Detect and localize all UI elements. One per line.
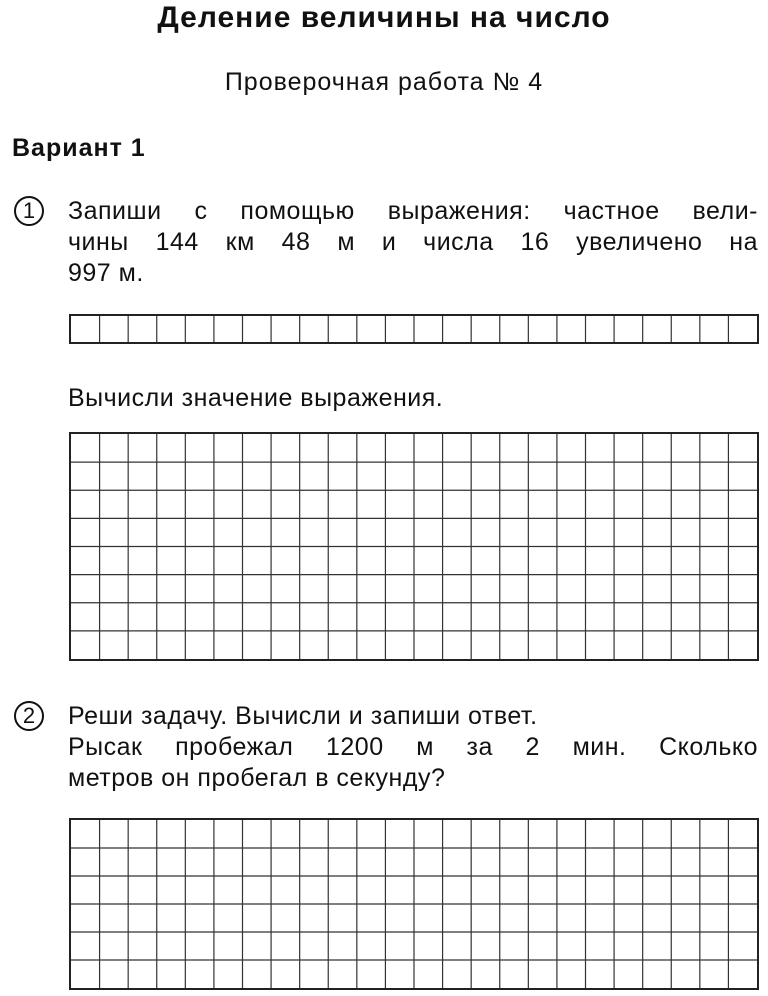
task-1-line-3: 997 м. <box>68 259 144 287</box>
task-2-text <box>68 701 758 794</box>
page-subtitle: Проверочная работа № 4 <box>224 68 544 96</box>
task-1-prompt: Вычисли значение выражения. <box>68 384 444 412</box>
task-2-number: 2 <box>14 701 44 731</box>
calculation-grid-1[interactable] <box>69 432 759 661</box>
task-2-line-3: метров он пробегал в секунду? <box>68 764 446 792</box>
variant-label: Вариант 1 <box>12 134 146 162</box>
task-1-text <box>68 196 758 289</box>
task-1-number: 1 <box>14 196 44 226</box>
task-2-line-2: Рысак пробежал 1200 м за 2 мин. Сколько <box>68 733 758 761</box>
solution-grid-2[interactable] <box>69 818 759 990</box>
expression-answer-cells[interactable] <box>69 314 759 344</box>
page-title: Деление величины на число <box>157 1 611 34</box>
task-2-line-1: Реши задачу. Вычисли и запиши ответ. <box>68 702 538 730</box>
task-1-line-1: Запиши с помощью выражения: частное вели- <box>68 197 758 225</box>
task-1-line-2: чины 144 км 48 м и числа 16 увеличено на <box>68 228 758 256</box>
